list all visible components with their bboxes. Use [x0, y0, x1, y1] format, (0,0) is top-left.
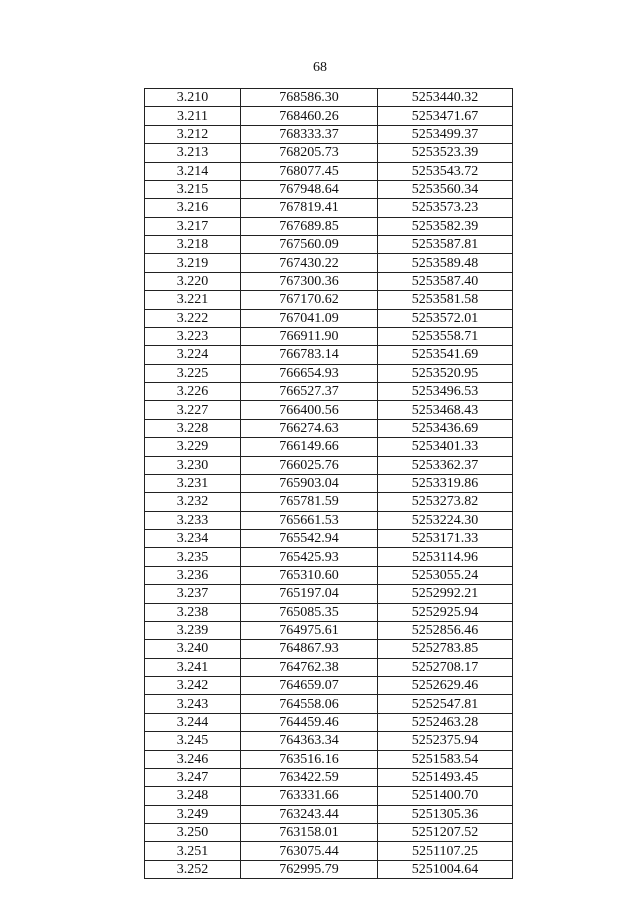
- table-row: [145, 309, 513, 327]
- y-coordinate-cell: 5251493.45: [378, 768, 513, 786]
- point-number-cell: 3.228: [145, 419, 241, 437]
- x-coordinate-cell: 767689.85: [241, 217, 378, 235]
- x-coordinate-cell: 763422.59: [241, 768, 378, 786]
- x-coordinate-cell: 767170.62: [241, 291, 378, 309]
- x-coordinate-cell: 763331.66: [241, 787, 378, 805]
- y-coordinate-cell: 5252856.46: [378, 621, 513, 639]
- table-row: [145, 548, 513, 566]
- x-coordinate-cell: 763158.01: [241, 824, 378, 842]
- table-row: [145, 695, 513, 713]
- table-row: [145, 272, 513, 290]
- y-coordinate-cell: 5253520.95: [378, 364, 513, 382]
- y-coordinate-cell: 5253573.23: [378, 199, 513, 217]
- point-number-cell: 3.225: [145, 364, 241, 382]
- y-coordinate-cell: 5253401.33: [378, 438, 513, 456]
- table-row: [145, 383, 513, 401]
- point-number-cell: 3.239: [145, 621, 241, 639]
- x-coordinate-cell: 765542.94: [241, 530, 378, 548]
- point-number-cell: 3.246: [145, 750, 241, 768]
- point-number-cell: 3.235: [145, 548, 241, 566]
- point-number-cell: 3.229: [145, 438, 241, 456]
- table-row: [145, 162, 513, 180]
- y-coordinate-cell: 5253558.71: [378, 327, 513, 345]
- y-coordinate-cell: 5252629.46: [378, 677, 513, 695]
- x-coordinate-cell: 767819.41: [241, 199, 378, 217]
- y-coordinate-cell: 5253541.69: [378, 346, 513, 364]
- y-coordinate-cell: 5251004.64: [378, 860, 513, 878]
- x-coordinate-cell: 762995.79: [241, 860, 378, 878]
- point-number-cell: 3.215: [145, 180, 241, 198]
- table-row: [145, 713, 513, 731]
- table-row: [145, 107, 513, 125]
- x-coordinate-cell: 766400.56: [241, 401, 378, 419]
- point-number-cell: 3.231: [145, 474, 241, 492]
- y-coordinate-cell: 5253468.43: [378, 401, 513, 419]
- point-number-cell: 3.212: [145, 125, 241, 143]
- table-row: [145, 566, 513, 584]
- table-row: [145, 291, 513, 309]
- x-coordinate-cell: 767300.36: [241, 272, 378, 290]
- table-row: [145, 787, 513, 805]
- table-row: [145, 254, 513, 272]
- table-row: [145, 621, 513, 639]
- point-number-cell: 3.224: [145, 346, 241, 364]
- table-row: [145, 750, 513, 768]
- y-coordinate-cell: 5253114.96: [378, 548, 513, 566]
- y-coordinate-cell: 5251207.52: [378, 824, 513, 842]
- y-coordinate-cell: 5253496.53: [378, 383, 513, 401]
- x-coordinate-cell: 767430.22: [241, 254, 378, 272]
- page-number: 68: [313, 60, 327, 75]
- x-coordinate-cell: 768333.37: [241, 125, 378, 143]
- x-coordinate-cell: 766274.63: [241, 419, 378, 437]
- x-coordinate-cell: 768077.45: [241, 162, 378, 180]
- table-row: [145, 89, 513, 107]
- table-row: [145, 732, 513, 750]
- table-row: [145, 511, 513, 529]
- point-number-cell: 3.237: [145, 585, 241, 603]
- x-coordinate-cell: 766527.37: [241, 383, 378, 401]
- point-number-cell: 3.241: [145, 658, 241, 676]
- point-number-cell: 3.216: [145, 199, 241, 217]
- x-coordinate-cell: 765310.60: [241, 566, 378, 584]
- y-coordinate-cell: 5253589.48: [378, 254, 513, 272]
- point-number-cell: 3.221: [145, 291, 241, 309]
- point-number-cell: 3.248: [145, 787, 241, 805]
- table-row: [145, 677, 513, 695]
- point-number-cell: 3.223: [145, 327, 241, 345]
- y-coordinate-cell: 5253436.69: [378, 419, 513, 437]
- table-row: [145, 805, 513, 823]
- y-coordinate-cell: 5251107.25: [378, 842, 513, 860]
- point-number-cell: 3.218: [145, 236, 241, 254]
- table-row: [145, 456, 513, 474]
- point-number-cell: 3.233: [145, 511, 241, 529]
- x-coordinate-cell: 767948.64: [241, 180, 378, 198]
- x-coordinate-cell: 764459.46: [241, 713, 378, 731]
- x-coordinate-cell: 763075.44: [241, 842, 378, 860]
- point-number-cell: 3.243: [145, 695, 241, 713]
- x-coordinate-cell: 765661.53: [241, 511, 378, 529]
- x-coordinate-cell: 763516.16: [241, 750, 378, 768]
- point-number-cell: 3.249: [145, 805, 241, 823]
- x-coordinate-cell: 768586.30: [241, 89, 378, 107]
- y-coordinate-cell: 5253273.82: [378, 493, 513, 511]
- y-coordinate-cell: 5253471.67: [378, 107, 513, 125]
- y-coordinate-cell: 5253055.24: [378, 566, 513, 584]
- table-row: [145, 842, 513, 860]
- point-number-cell: 3.242: [145, 677, 241, 695]
- y-coordinate-cell: 5252925.94: [378, 603, 513, 621]
- table-row: [145, 824, 513, 842]
- y-coordinate-cell: 5252708.17: [378, 658, 513, 676]
- point-number-cell: 3.252: [145, 860, 241, 878]
- table-row: [145, 530, 513, 548]
- x-coordinate-cell: 767041.09: [241, 309, 378, 327]
- point-number-cell: 3.230: [145, 456, 241, 474]
- point-number-cell: 3.210: [145, 89, 241, 107]
- x-coordinate-cell: 764558.06: [241, 695, 378, 713]
- y-coordinate-cell: 5253587.40: [378, 272, 513, 290]
- x-coordinate-cell: 765903.04: [241, 474, 378, 492]
- y-coordinate-cell: 5251583.54: [378, 750, 513, 768]
- x-coordinate-cell: 765197.04: [241, 585, 378, 603]
- point-number-cell: 3.238: [145, 603, 241, 621]
- coordinates-table: [144, 88, 513, 879]
- y-coordinate-cell: 5253572.01: [378, 309, 513, 327]
- y-coordinate-cell: 5252992.21: [378, 585, 513, 603]
- x-coordinate-cell: 766149.66: [241, 438, 378, 456]
- x-coordinate-cell: 768205.73: [241, 144, 378, 162]
- table-row: [145, 144, 513, 162]
- x-coordinate-cell: 766025.76: [241, 456, 378, 474]
- point-number-cell: 3.219: [145, 254, 241, 272]
- table-row: [145, 236, 513, 254]
- point-number-cell: 3.232: [145, 493, 241, 511]
- y-coordinate-cell: 5253171.33: [378, 530, 513, 548]
- point-number-cell: 3.220: [145, 272, 241, 290]
- point-number-cell: 3.217: [145, 217, 241, 235]
- point-number-cell: 3.226: [145, 383, 241, 401]
- table-row: [145, 327, 513, 345]
- y-coordinate-cell: 5252783.85: [378, 640, 513, 658]
- y-coordinate-cell: 5253581.58: [378, 291, 513, 309]
- table-row: [145, 603, 513, 621]
- point-number-cell: 3.234: [145, 530, 241, 548]
- y-coordinate-cell: 5252375.94: [378, 732, 513, 750]
- x-coordinate-cell: 764363.34: [241, 732, 378, 750]
- table-row: [145, 419, 513, 437]
- point-number-cell: 3.211: [145, 107, 241, 125]
- x-coordinate-cell: 763243.44: [241, 805, 378, 823]
- point-number-cell: 3.245: [145, 732, 241, 750]
- x-coordinate-cell: 766911.90: [241, 327, 378, 345]
- table-row: [145, 493, 513, 511]
- table-row: [145, 860, 513, 878]
- y-coordinate-cell: 5251400.70: [378, 787, 513, 805]
- y-coordinate-cell: 5253319.86: [378, 474, 513, 492]
- y-coordinate-cell: 5253543.72: [378, 162, 513, 180]
- point-number-cell: 3.247: [145, 768, 241, 786]
- point-number-cell: 3.244: [145, 713, 241, 731]
- x-coordinate-cell: 765781.59: [241, 493, 378, 511]
- x-coordinate-cell: 765425.93: [241, 548, 378, 566]
- table-row: [145, 199, 513, 217]
- y-coordinate-cell: 5253523.39: [378, 144, 513, 162]
- table-row: [145, 364, 513, 382]
- y-coordinate-cell: 5253224.30: [378, 511, 513, 529]
- table-row: [145, 401, 513, 419]
- point-number-cell: 3.250: [145, 824, 241, 842]
- x-coordinate-cell: 767560.09: [241, 236, 378, 254]
- point-number-cell: 3.213: [145, 144, 241, 162]
- table-row: [145, 125, 513, 143]
- coordinates-table-body: [145, 89, 513, 879]
- table-row: [145, 658, 513, 676]
- table-row: [145, 217, 513, 235]
- point-number-cell: 3.227: [145, 401, 241, 419]
- table-row: [145, 438, 513, 456]
- table-row: [145, 585, 513, 603]
- table-row: [145, 768, 513, 786]
- table-row: [145, 640, 513, 658]
- table-row: [145, 346, 513, 364]
- y-coordinate-cell: 5253582.39: [378, 217, 513, 235]
- y-coordinate-cell: 5253560.34: [378, 180, 513, 198]
- y-coordinate-cell: 5253499.37: [378, 125, 513, 143]
- y-coordinate-cell: 5253440.32: [378, 89, 513, 107]
- y-coordinate-cell: 5252547.81: [378, 695, 513, 713]
- point-number-cell: 3.240: [145, 640, 241, 658]
- x-coordinate-cell: 765085.35: [241, 603, 378, 621]
- y-coordinate-cell: 5252463.28: [378, 713, 513, 731]
- y-coordinate-cell: 5251305.36: [378, 805, 513, 823]
- x-coordinate-cell: 768460.26: [241, 107, 378, 125]
- x-coordinate-cell: 764659.07: [241, 677, 378, 695]
- y-coordinate-cell: 5253587.81: [378, 236, 513, 254]
- point-number-cell: 3.222: [145, 309, 241, 327]
- x-coordinate-cell: 764975.61: [241, 621, 378, 639]
- x-coordinate-cell: 766783.14: [241, 346, 378, 364]
- point-number-cell: 3.236: [145, 566, 241, 584]
- x-coordinate-cell: 766654.93: [241, 364, 378, 382]
- point-number-cell: 3.214: [145, 162, 241, 180]
- x-coordinate-cell: 764762.38: [241, 658, 378, 676]
- table-row: [145, 474, 513, 492]
- y-coordinate-cell: 5253362.37: [378, 456, 513, 474]
- point-number-cell: 3.251: [145, 842, 241, 860]
- x-coordinate-cell: 764867.93: [241, 640, 378, 658]
- table-row: [145, 180, 513, 198]
